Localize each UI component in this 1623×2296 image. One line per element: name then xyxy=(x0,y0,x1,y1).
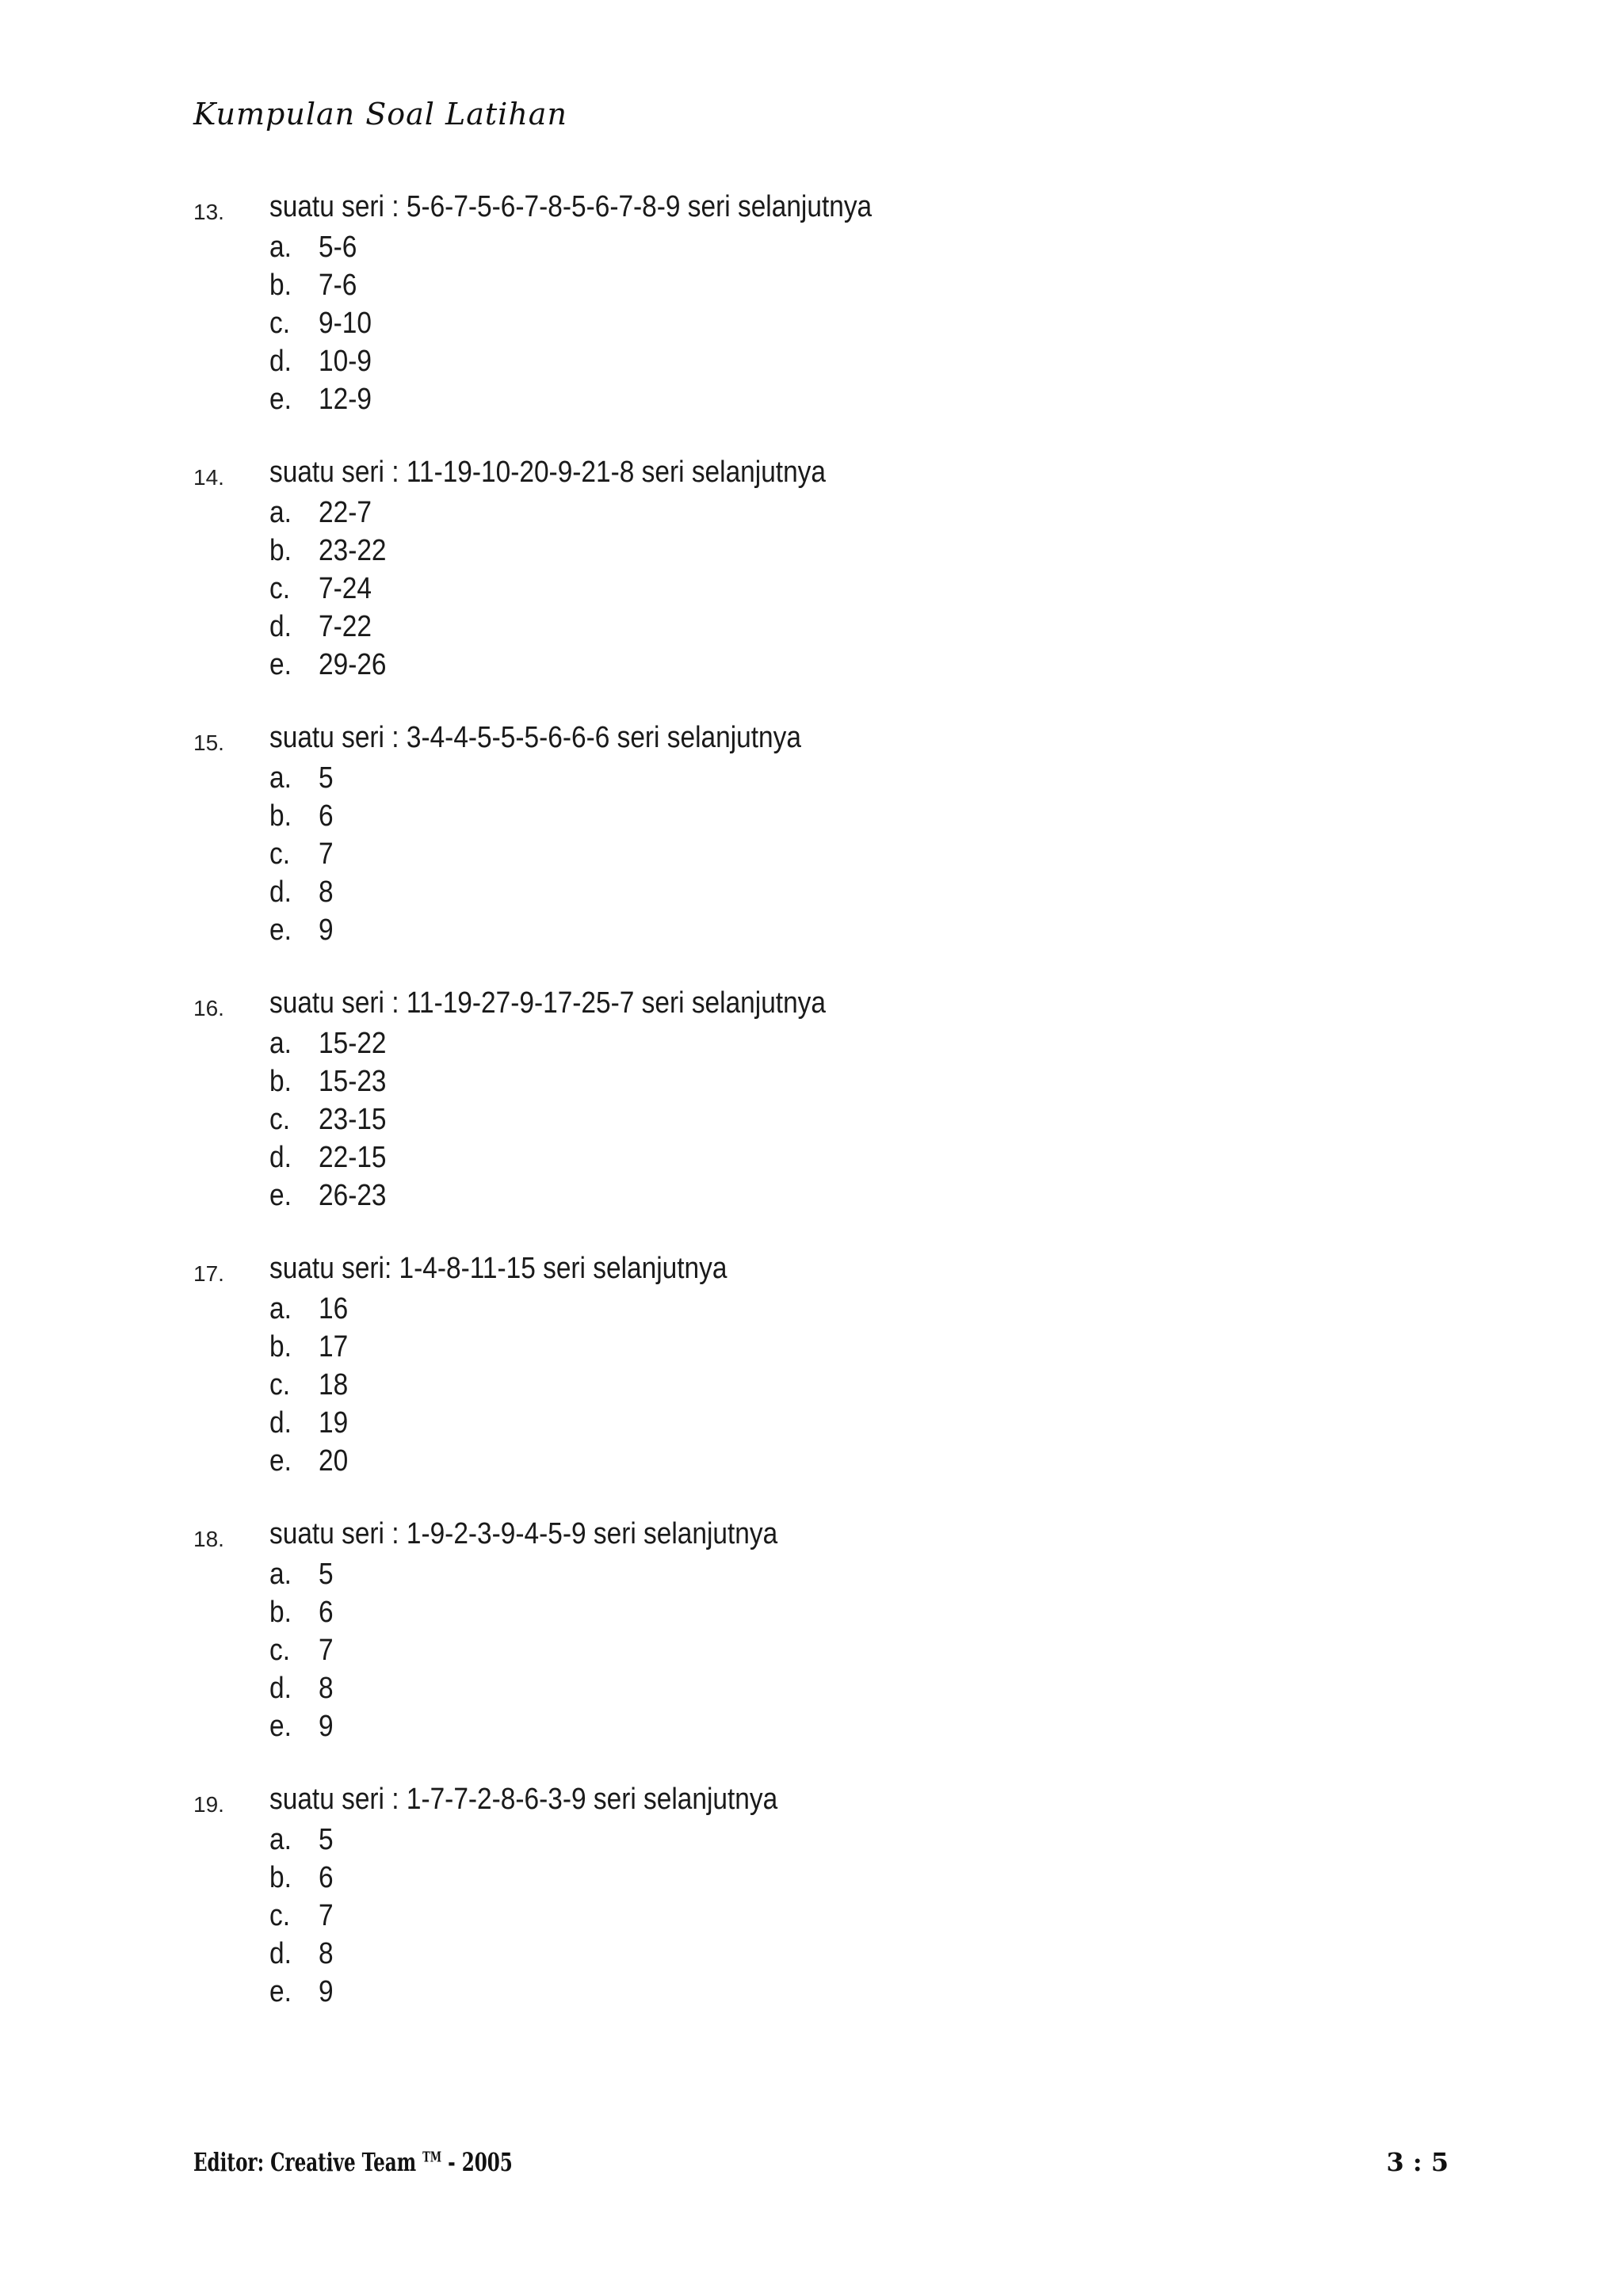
option-letter: a. xyxy=(269,1292,292,1325)
option-value: 18 xyxy=(319,1368,349,1402)
option-letter: a. xyxy=(269,231,292,264)
option-letter: b. xyxy=(269,534,292,567)
option-letter: e. xyxy=(269,913,292,947)
option-value: 6 xyxy=(319,1596,334,1629)
answer-options xyxy=(269,1555,335,1745)
option-value: 22-15 xyxy=(319,1141,387,1174)
answer-option xyxy=(269,1707,335,1745)
option-value: 23-15 xyxy=(319,1103,387,1136)
question-text: suatu seri : 5-6-7-5-6-7-8-5-6-7-8-9 seri selanjutnya xyxy=(269,190,873,223)
answer-options xyxy=(269,228,379,418)
option-letter: c. xyxy=(269,572,291,605)
question-text: suatu seri : 11-19-10-20-9-21-8 seri selanjutnya xyxy=(269,456,827,489)
question-text: suatu seri : 1-7-7-2-8-6-3-9 seri selanjutnya xyxy=(269,1783,778,1816)
footer-editor-label: Editor: Creative Team xyxy=(193,2147,417,2177)
page-number: 3 : 5 xyxy=(1386,2147,1449,2177)
option-letter: e. xyxy=(269,1179,292,1212)
option-letter: b. xyxy=(269,269,292,302)
answer-option xyxy=(269,1631,335,1669)
option-value: 22-7 xyxy=(319,496,372,529)
answer-option xyxy=(269,532,395,570)
option-value: 26-23 xyxy=(319,1179,387,1212)
option-letter: b. xyxy=(269,1861,292,1894)
answer-option xyxy=(269,1024,395,1062)
option-letter: e. xyxy=(269,383,292,416)
option-letter: d. xyxy=(269,1406,292,1440)
answer-option xyxy=(269,759,335,797)
option-value: 20 xyxy=(319,1444,349,1478)
option-letter: a. xyxy=(269,761,292,795)
answer-option xyxy=(269,380,379,418)
option-value: 5 xyxy=(319,1558,334,1591)
option-value: 5 xyxy=(319,1823,334,1856)
answer-option xyxy=(269,608,395,646)
answer-option xyxy=(269,266,379,304)
question-number: 17. xyxy=(193,1261,224,1286)
question-number: 15. xyxy=(193,730,224,755)
option-letter: a. xyxy=(269,496,292,529)
option-value: 8 xyxy=(319,1672,334,1705)
answer-option xyxy=(269,646,395,684)
option-value: 19 xyxy=(319,1406,349,1440)
question-item xyxy=(193,190,1461,456)
footer-editor xyxy=(193,2147,513,2177)
answer-option xyxy=(269,304,379,342)
option-letter: e. xyxy=(269,648,292,681)
answer-option xyxy=(269,1290,352,1328)
option-letter: d. xyxy=(269,345,292,378)
question-text: suatu seri : 3-4-4-5-5-5-6-6-6 seri selanjutnya xyxy=(269,721,801,754)
option-letter: b. xyxy=(269,1596,292,1629)
option-value: 6 xyxy=(319,1861,334,1894)
option-letter: c. xyxy=(269,1634,291,1667)
answer-options xyxy=(269,494,395,684)
trademark-mark: TM xyxy=(422,2149,442,2166)
answer-option xyxy=(269,1593,335,1631)
answer-options xyxy=(269,1290,352,1480)
answer-option xyxy=(269,1366,352,1404)
question-item xyxy=(193,1252,1461,1517)
question-text: suatu seri: 1-4-8-11-15 seri selanjutnya xyxy=(269,1252,727,1285)
question-item xyxy=(193,721,1461,986)
option-value: 17 xyxy=(319,1330,349,1363)
option-value: 16 xyxy=(319,1292,349,1325)
option-letter: d. xyxy=(269,1937,292,1970)
option-letter: b. xyxy=(269,1065,292,1098)
question-item xyxy=(193,1517,1461,1783)
answer-option xyxy=(269,873,335,911)
option-letter: e. xyxy=(269,1710,292,1743)
option-value: 9 xyxy=(319,1975,334,2008)
answer-option xyxy=(269,1177,395,1215)
option-value: 8 xyxy=(319,1937,334,1970)
option-letter: c. xyxy=(269,1103,291,1136)
answer-option xyxy=(269,228,379,266)
option-value: 9 xyxy=(319,913,334,947)
option-letter: d. xyxy=(269,875,292,909)
question-item xyxy=(193,986,1461,1252)
answer-option xyxy=(269,1442,352,1480)
option-value: 6 xyxy=(319,799,334,833)
question-number: 18. xyxy=(193,1527,224,1551)
answer-option xyxy=(269,1555,335,1593)
question-number: 16. xyxy=(193,996,224,1020)
answer-option xyxy=(269,1859,335,1897)
option-value: 12-9 xyxy=(319,383,372,416)
option-letter: d. xyxy=(269,610,292,643)
option-value: 9-10 xyxy=(319,307,372,340)
answer-option xyxy=(269,1404,352,1442)
answer-option xyxy=(269,1821,335,1859)
option-value: 7 xyxy=(319,837,334,871)
answer-option xyxy=(269,570,395,608)
answer-option xyxy=(269,494,395,532)
answer-options xyxy=(269,1024,395,1215)
option-letter: e. xyxy=(269,1975,292,2008)
option-letter: c. xyxy=(269,1368,291,1402)
option-value: 7-22 xyxy=(319,610,372,643)
question-number: 19. xyxy=(193,1792,224,1817)
answer-option xyxy=(269,797,335,835)
option-value: 10-9 xyxy=(319,345,372,378)
option-value: 7-6 xyxy=(319,269,357,302)
answer-option xyxy=(269,1328,352,1366)
question-item xyxy=(193,1783,1461,2048)
answer-option xyxy=(269,1062,395,1100)
option-value: 7 xyxy=(319,1634,334,1667)
option-value: 7 xyxy=(319,1899,334,1932)
question-number: 14. xyxy=(193,465,224,490)
answer-option xyxy=(269,1935,335,1973)
option-letter: c. xyxy=(269,307,291,340)
option-letter: d. xyxy=(269,1672,292,1705)
option-value: 29-26 xyxy=(319,648,387,681)
option-value: 5 xyxy=(319,761,334,795)
option-value: 5-6 xyxy=(319,231,357,264)
option-letter: a. xyxy=(269,1823,292,1856)
option-letter: d. xyxy=(269,1141,292,1174)
answer-option xyxy=(269,1138,395,1177)
answer-option xyxy=(269,1669,335,1707)
question-text: suatu seri : 1-9-2-3-9-4-5-9 seri selanjutnya xyxy=(269,1517,778,1550)
option-letter: e. xyxy=(269,1444,292,1478)
option-value: 15-23 xyxy=(319,1065,387,1098)
answer-options xyxy=(269,759,335,949)
question-item xyxy=(193,456,1461,721)
answer-option xyxy=(269,1897,335,1935)
answer-option xyxy=(269,1100,395,1138)
option-value: 9 xyxy=(319,1710,334,1743)
answer-option xyxy=(269,342,379,380)
option-value: 8 xyxy=(319,875,334,909)
answer-option xyxy=(269,911,335,949)
option-value: 15-22 xyxy=(319,1027,387,1060)
question-list xyxy=(193,190,1461,2048)
question-number: 13. xyxy=(193,200,224,224)
option-value: 7-24 xyxy=(319,572,372,605)
option-letter: b. xyxy=(269,799,292,833)
answer-option xyxy=(269,835,335,873)
question-text: suatu seri : 11-19-27-9-17-25-7 seri selanjutnya xyxy=(269,986,827,1020)
option-letter: c. xyxy=(269,837,291,871)
option-letter: a. xyxy=(269,1027,292,1060)
footer-year: - 2005 xyxy=(441,2147,513,2177)
option-letter: b. xyxy=(269,1330,292,1363)
page-header-title: Kumpulan Soal Latihan xyxy=(193,97,567,132)
answer-options xyxy=(269,1821,335,2011)
answer-option xyxy=(269,1973,335,2011)
option-value: 23-22 xyxy=(319,534,387,567)
option-letter: c. xyxy=(269,1899,291,1932)
option-letter: a. xyxy=(269,1558,292,1591)
